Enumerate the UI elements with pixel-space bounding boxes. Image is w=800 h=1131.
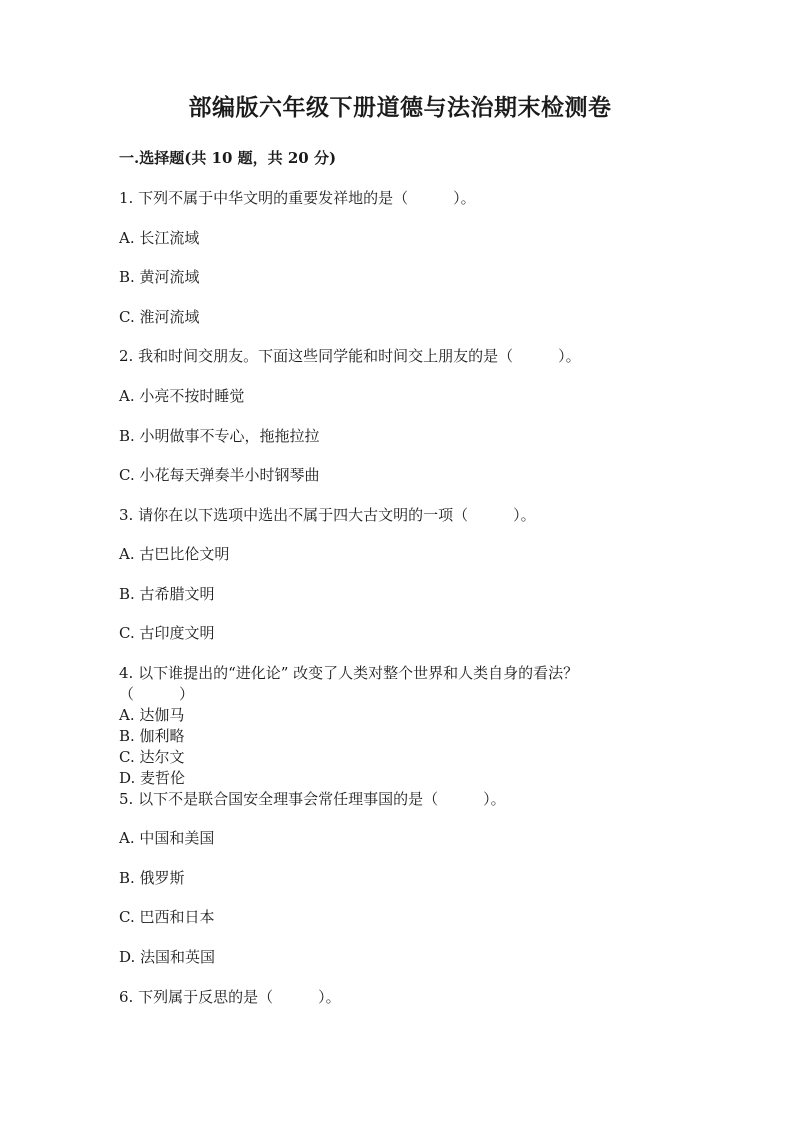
question-3-option-c: C. 古印度文明: [119, 624, 215, 642]
section-heading: 一.选择题(共 10 题，共 20 分): [119, 149, 337, 167]
question-2-option-a: A. 小亮不按时睡觉: [119, 387, 245, 405]
question-4-option-c: C. 达尔文: [119, 748, 185, 766]
question-5-option-d: D. 法国和英国: [119, 948, 216, 966]
question-4-option-a: A. 达伽马: [119, 706, 185, 724]
question-1-stem: 1. 下列不属于中华文明的重要发祥地的是（ ）。: [119, 189, 476, 207]
question-5-stem: 5. 以下不是联合国安全理事会常任理事国的是（ ）。: [119, 790, 506, 808]
question-6-stem: 6. 下列属于反思的是（ ）。: [119, 988, 341, 1006]
question-2-option-c: C. 小花每天弹奏半小时钢琴曲: [119, 466, 320, 484]
question-2-stem: 2. 我和时间交朋友。下面这些同学能和时间交上朋友的是（ ）。: [119, 347, 581, 365]
question-2-option-b: B. 小明做事不专心，拖拖拉拉: [119, 427, 320, 445]
question-1-option-b: B. 黄河流域: [119, 268, 200, 286]
page-title: 部编版六年级下册道德与法治期末检测卷: [188, 94, 612, 121]
question-3-option-a: A. 古巴比伦文明: [119, 545, 230, 563]
question-1-option-a: A. 长江流域: [119, 229, 200, 247]
question-5-option-b: B. 俄罗斯: [119, 869, 185, 887]
question-3-stem: 3. 请你在以下选项中选出不属于四大古文明的一项（ ）。: [119, 506, 536, 524]
question-5-option-c: C. 巴西和日本: [119, 908, 215, 926]
question-1-option-c: C. 淮河流域: [119, 308, 200, 326]
question-4-answer-blank: （ ）: [119, 685, 195, 703]
question-4-stem: 4. 以下谁提出的“进化论” 改变了人类对整个世界和人类自身的看法？: [119, 664, 579, 682]
question-4-option-d: D. 麦哲伦: [119, 769, 186, 787]
question-3-option-b: B. 古希腊文明: [119, 585, 215, 603]
question-4-option-b: B. 伽利略: [119, 727, 185, 745]
question-5-option-a: A. 中国和美国: [119, 829, 215, 847]
